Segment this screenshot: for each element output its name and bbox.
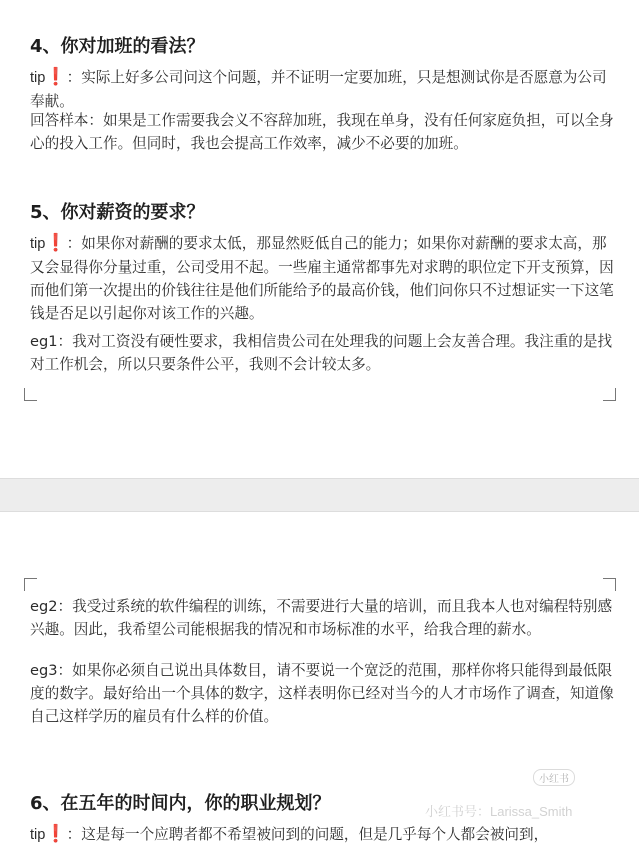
page-crop-mark [24,388,37,401]
tip-text: ：实际上好多公司问这个问题，并不证明一定要加班，只是想测试你是否愿意为公司奉献。 [30,69,607,110]
question-4-tip [30,66,620,113]
example-eg3: eg3：如果你必须自己说出具体数目，请不要说一个宽泛的范围，那样你将只能得到最低限度的数字。最好给出一个具体的数字，这样表明你已经对当今的人才市场作了调查，知道像自己这样学历的雇员有什么样的价值。 [30,662,614,725]
watermark-text: 小红书号：Larissa_Smith [425,804,573,819]
question-4-answer: 回答样本：如果是工作需要我会义不容辞加班，我现在单身，没有任何家庭负担，可以全身心的投入工作。但同时，我也会提高工作效率，减少不必要的加班。 [30,112,614,152]
page-crop-mark [24,578,37,591]
page-crop-mark [603,578,616,591]
watermark-badge: 小红书 [533,769,575,786]
exclamation-icon: ❗ [45,824,67,844]
exclamation-icon: ❗ [45,67,67,87]
example-eg2: eg2：我受过系统的软件编程的训练，不需要进行大量的培训，而且我本人也对编程特别感兴趣。因此，我希望公司能根据我的情况和市场标准的水平，给我合理的薪水。 [30,598,613,638]
question-5-heading: 5、你对薪资的要求？ [30,202,205,223]
question-4-heading: 4、你对加班的看法？ [30,36,205,57]
question-6-tip [30,823,620,847]
tip-label: tip [30,236,46,252]
tip-text: ：这是每一个应聘者都不希望被问到的问题，但是几乎每个人都会被问到， [66,826,549,843]
question-6-heading: 6、在五年的时间内，你的职业规划？ [30,793,331,814]
tip-text: ：如果你对薪酬的要求太低，那显然贬低自己的能力；如果你对薪酬的要求太高，那又会显得你分量过重，公司受用不起。一些雇主通常都事先对求聘的职位定下开支预算，因而他们第一次提出的价钱往往是他们所能给予的最高价钱，他们问你只不过想证实一下这笔钱是否足以引起你对该工作的兴趣。 [30,235,614,322]
exclamation-icon: ❗ [45,233,67,253]
tip-label: tip [30,827,46,843]
question-5-tip [30,232,620,325]
page-crop-mark [603,388,616,401]
tip-label: tip [30,70,46,86]
page-break-gap [0,478,639,512]
example-eg1: eg1：我对工资没有硬性要求，我相信贵公司在处理我的问题上会友善合理。我注重的是找对工作机会，所以只要条件公平，我则不会计较太多。 [30,333,613,373]
